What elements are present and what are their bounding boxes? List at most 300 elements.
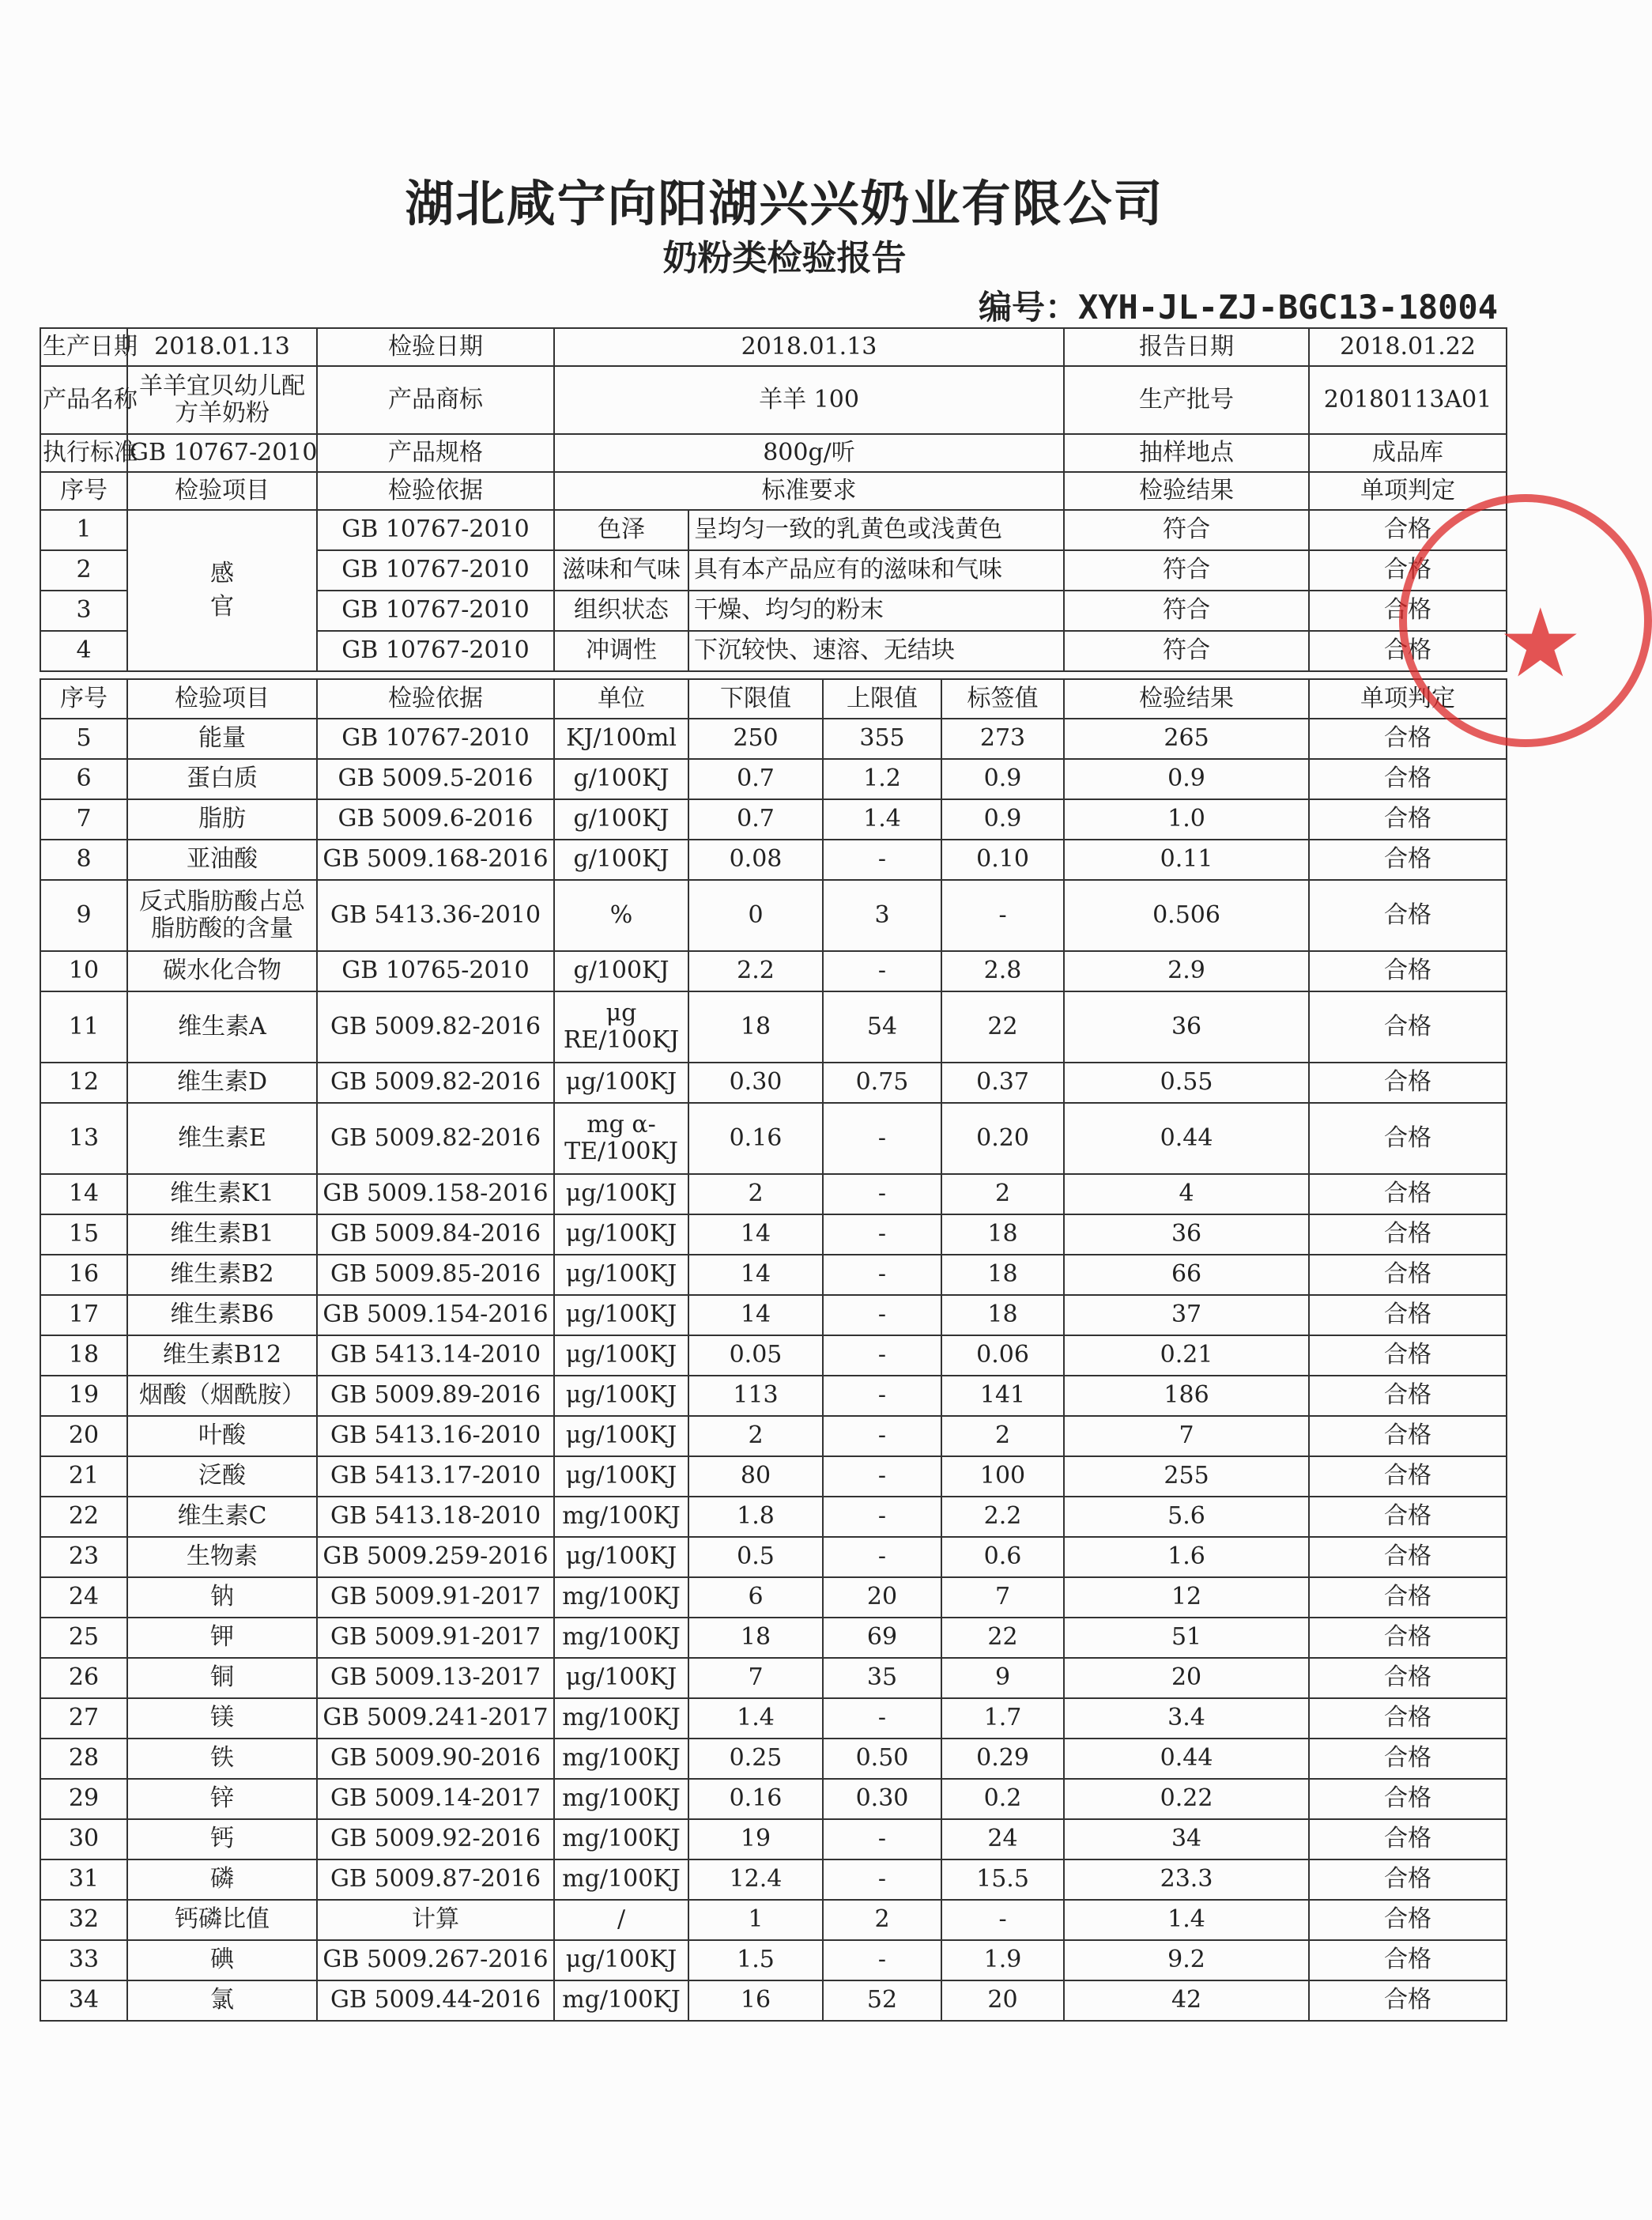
row-result: 186	[1064, 1376, 1309, 1416]
inspection-date: 2018.01.13	[554, 328, 1064, 366]
row-item: 维生素E	[127, 1103, 317, 1174]
row-no: 2	[40, 550, 127, 591]
row-no: 5	[40, 719, 127, 759]
row-label-value: 2	[941, 1416, 1064, 1456]
row-high-limit: -	[823, 1376, 941, 1416]
row-result: 0.22	[1064, 1779, 1309, 1819]
row-low-limit: 0.7	[688, 759, 823, 799]
row-judge: 合格	[1309, 1618, 1507, 1658]
row-result: 7	[1064, 1416, 1309, 1456]
row-item: 碳水化合物	[127, 951, 317, 991]
row-item: 维生素C	[127, 1497, 317, 1537]
row-high-limit: -	[823, 1295, 941, 1335]
row-high-limit: 54	[823, 991, 941, 1063]
table-row	[40, 1577, 1507, 1618]
row-judge: 合格	[1309, 1376, 1507, 1416]
table-row	[40, 1819, 1507, 1859]
row-label-value: 18	[941, 1295, 1064, 1335]
row-no: 12	[40, 1063, 127, 1103]
table-row	[40, 1063, 1507, 1103]
row-judge: 合格	[1309, 1980, 1507, 2021]
row-no: 1	[40, 510, 127, 550]
report-date: 2018.01.22	[1309, 328, 1507, 366]
table-row	[40, 719, 1507, 759]
row-item: 亚油酸	[127, 840, 317, 880]
row-label-value: 0.9	[941, 759, 1064, 799]
row-low-limit: 0.05	[688, 1335, 823, 1376]
sensory-row	[40, 510, 1507, 550]
row-result: 0.506	[1064, 880, 1309, 951]
row-judge: 合格	[1309, 1174, 1507, 1214]
row-no: 34	[40, 1980, 127, 2021]
row-judge: 合格	[1309, 1900, 1507, 1940]
header-label: 标签值	[941, 679, 1064, 719]
row-result: 1.6	[1064, 1537, 1309, 1577]
row-high-limit: -	[823, 951, 941, 991]
row-unit: mg/100KJ	[554, 1618, 688, 1658]
row-judge: 合格	[1309, 799, 1507, 840]
row-low-limit: 2.2	[688, 951, 823, 991]
row-high-limit: 35	[823, 1658, 941, 1698]
header-low: 下限值	[688, 679, 823, 719]
row-unit: KJ/100ml	[554, 719, 688, 759]
row-label-value: 1.7	[941, 1698, 1064, 1739]
row-item: 铜	[127, 1658, 317, 1698]
sensory-header-row	[40, 472, 1507, 510]
header-basis: 检验依据	[317, 679, 554, 719]
row-label-value: 22	[941, 991, 1064, 1063]
spec: 800g/听	[554, 434, 1064, 472]
row-unit: μg/100KJ	[554, 1255, 688, 1295]
row-unit: mg/100KJ	[554, 1698, 688, 1739]
row-label-value: 141	[941, 1376, 1064, 1416]
row-basis: GB 5413.14-2010	[317, 1335, 554, 1376]
row-item: 钙磷比值	[127, 1900, 317, 1940]
row-label-value: 0.37	[941, 1063, 1064, 1103]
row-basis: GB 5009.82-2016	[317, 1103, 554, 1174]
row-no: 26	[40, 1658, 127, 1698]
row-item: 维生素B6	[127, 1295, 317, 1335]
standard-label: 执行标准	[40, 434, 127, 472]
row-unit: mg/100KJ	[554, 1980, 688, 2021]
row-low-limit: 0.16	[688, 1779, 823, 1819]
info-row-3	[40, 434, 1507, 472]
row-no: 19	[40, 1376, 127, 1416]
row-result: 2.9	[1064, 951, 1309, 991]
row-result: 1.4	[1064, 1900, 1309, 1940]
row-basis: GB 5413.18-2010	[317, 1497, 554, 1537]
row-basis: GB 10767-2010	[317, 510, 554, 550]
row-judge: 合格	[1309, 719, 1507, 759]
row-low-limit: 12.4	[688, 1859, 823, 1900]
header-result: 检验结果	[1064, 679, 1309, 719]
table-row	[40, 759, 1507, 799]
header-result: 检验结果	[1064, 472, 1309, 510]
row-judge: 合格	[1309, 991, 1507, 1063]
header-judge: 单项判定	[1309, 472, 1507, 510]
row-basis: GB 10767-2010	[317, 591, 554, 631]
row-unit: μg/100KJ	[554, 1335, 688, 1376]
row-item: 烟酸（烟酰胺）	[127, 1376, 317, 1416]
row-high-limit: -	[823, 1103, 941, 1174]
table-gap	[40, 671, 1507, 679]
row-low-limit: 0.5	[688, 1537, 823, 1577]
row-low-limit: 16	[688, 1980, 823, 2021]
row-judge: 合格	[1309, 1214, 1507, 1255]
row-basis: GB 5009.14-2017	[317, 1779, 554, 1819]
row-label-value: 0.2	[941, 1779, 1064, 1819]
row-unit: mg/100KJ	[554, 1497, 688, 1537]
row-judge: 合格	[1309, 1658, 1507, 1698]
row-no: 33	[40, 1940, 127, 1980]
row-item: 维生素K1	[127, 1174, 317, 1214]
sensory-requirement: 具有本产品应有的滋味和气味	[688, 550, 1064, 591]
row-judge: 合格	[1309, 631, 1507, 671]
row-result: 0.44	[1064, 1103, 1309, 1174]
row-judge: 合格	[1309, 510, 1507, 550]
row-high-limit: -	[823, 1940, 941, 1980]
row-high-limit: -	[823, 1497, 941, 1537]
row-low-limit: 7	[688, 1658, 823, 1698]
row-judge: 合格	[1309, 1416, 1507, 1456]
row-no: 7	[40, 799, 127, 840]
row-judge: 合格	[1309, 1497, 1507, 1537]
row-high-limit: 355	[823, 719, 941, 759]
gap-cell	[40, 671, 1507, 679]
row-high-limit: 3	[823, 880, 941, 951]
row-item: 维生素D	[127, 1063, 317, 1103]
row-unit: %	[554, 880, 688, 951]
row-label-value: 22	[941, 1618, 1064, 1658]
table-row	[40, 1497, 1507, 1537]
row-unit: μg/100KJ	[554, 1416, 688, 1456]
inspection-date-label: 检验日期	[317, 328, 554, 366]
row-judge: 合格	[1309, 880, 1507, 951]
brand: 羊羊 100	[554, 366, 1064, 434]
row-unit: mg/100KJ	[554, 1779, 688, 1819]
row-low-limit: 113	[688, 1376, 823, 1416]
production-date: 2018.01.13	[127, 328, 317, 366]
row-item: 脂肪	[127, 799, 317, 840]
row-result: 12	[1064, 1577, 1309, 1618]
row-no: 4	[40, 631, 127, 671]
row-item: 钾	[127, 1618, 317, 1658]
row-low-limit: 14	[688, 1255, 823, 1295]
header-item: 检验项目	[127, 472, 317, 510]
sensory-requirement: 下沉较快、速溶、无结块	[688, 631, 1064, 671]
table-row	[40, 1335, 1507, 1376]
row-label-value: -	[941, 880, 1064, 951]
row-result: 符合	[1064, 591, 1309, 631]
row-item: 碘	[127, 1940, 317, 1980]
row-unit: g/100KJ	[554, 951, 688, 991]
row-unit: μg/100KJ	[554, 1456, 688, 1497]
row-unit: μg/100KJ	[554, 1174, 688, 1214]
row-label-value: 20	[941, 1980, 1064, 2021]
row-basis: GB 10767-2010	[317, 719, 554, 759]
row-basis: GB 5009.267-2016	[317, 1940, 554, 1980]
company-name: 湖北咸宁向阳湖兴兴奶业有限公司	[405, 175, 1164, 232]
row-label-value: 18	[941, 1255, 1064, 1295]
row-judge: 合格	[1309, 550, 1507, 591]
row-item: 氯	[127, 1980, 317, 2021]
row-basis: GB 5009.154-2016	[317, 1295, 554, 1335]
header-basis: 检验依据	[317, 472, 554, 510]
row-no: 17	[40, 1295, 127, 1335]
row-low-limit: 2	[688, 1174, 823, 1214]
row-result: 255	[1064, 1456, 1309, 1497]
row-unit: μg/100KJ	[554, 1537, 688, 1577]
sensory-requirement: 干燥、均匀的粉末	[688, 591, 1064, 631]
row-judge: 合格	[1309, 1577, 1507, 1618]
row-item: 维生素B12	[127, 1335, 317, 1376]
row-item: 反式脂肪酸占总脂肪酸的含量	[127, 880, 317, 951]
sensory-attribute: 冲调性	[554, 631, 688, 671]
row-basis: GB 5009.89-2016	[317, 1376, 554, 1416]
row-item: 维生素B1	[127, 1214, 317, 1255]
report-date-label: 报告日期	[1064, 328, 1309, 366]
row-result: 34	[1064, 1819, 1309, 1859]
standard: GB 10767-2010	[127, 434, 317, 472]
row-judge: 合格	[1309, 951, 1507, 991]
row-result: 23.3	[1064, 1859, 1309, 1900]
header-item: 检验项目	[127, 679, 317, 719]
table-row	[40, 1980, 1507, 2021]
batch-label: 生产批号	[1064, 366, 1309, 434]
row-low-limit: 0.16	[688, 1103, 823, 1174]
row-result: 4	[1064, 1174, 1309, 1214]
table-row	[40, 1658, 1507, 1698]
row-high-limit: 0.75	[823, 1063, 941, 1103]
row-no: 32	[40, 1900, 127, 1940]
table-row	[40, 840, 1507, 880]
row-no: 3	[40, 591, 127, 631]
table-row	[40, 1456, 1507, 1497]
row-no: 13	[40, 1103, 127, 1174]
table-row	[40, 1618, 1507, 1658]
row-basis: GB 5009.241-2017	[317, 1698, 554, 1739]
row-low-limit: 1.5	[688, 1940, 823, 1980]
row-result: 42	[1064, 1980, 1309, 2021]
row-judge: 合格	[1309, 1859, 1507, 1900]
row-result: 36	[1064, 991, 1309, 1063]
row-basis: GB 5009.13-2017	[317, 1658, 554, 1698]
row-basis: GB 5009.44-2016	[317, 1980, 554, 2021]
row-judge: 合格	[1309, 1255, 1507, 1295]
row-no: 21	[40, 1456, 127, 1497]
row-low-limit: 0.30	[688, 1063, 823, 1103]
main-header-row	[40, 679, 1507, 719]
row-result: 5.6	[1064, 1497, 1309, 1537]
row-low-limit: 1.4	[688, 1698, 823, 1739]
row-item: 维生素B2	[127, 1255, 317, 1295]
table-row	[40, 1698, 1507, 1739]
header-high: 上限值	[823, 679, 941, 719]
row-no: 18	[40, 1335, 127, 1376]
row-basis: GB 5009.158-2016	[317, 1174, 554, 1214]
row-label-value: 0.9	[941, 799, 1064, 840]
row-high-limit: 69	[823, 1618, 941, 1658]
row-no: 23	[40, 1537, 127, 1577]
row-high-limit: -	[823, 1859, 941, 1900]
row-unit: mg/100KJ	[554, 1819, 688, 1859]
row-item: 钠	[127, 1577, 317, 1618]
row-low-limit: 6	[688, 1577, 823, 1618]
row-no: 22	[40, 1497, 127, 1537]
row-high-limit: -	[823, 1214, 941, 1255]
row-judge: 合格	[1309, 1537, 1507, 1577]
header-requirement: 标准要求	[554, 472, 1064, 510]
row-result: 0.11	[1064, 840, 1309, 880]
row-low-limit: 0.25	[688, 1739, 823, 1779]
row-low-limit: 250	[688, 719, 823, 759]
row-basis: GB 5009.259-2016	[317, 1537, 554, 1577]
row-judge: 合格	[1309, 1335, 1507, 1376]
row-unit: μg/100KJ	[554, 1658, 688, 1698]
table-row	[40, 1859, 1507, 1900]
row-result: 36	[1064, 1214, 1309, 1255]
row-basis: GB 5009.5-2016	[317, 759, 554, 799]
row-item: 泛酸	[127, 1456, 317, 1497]
header-no: 序号	[40, 472, 127, 510]
row-low-limit: 0.7	[688, 799, 823, 840]
row-result: 符合	[1064, 510, 1309, 550]
row-low-limit: 18	[688, 1618, 823, 1658]
row-basis: 计算	[317, 1900, 554, 1940]
product-name: 羊羊宜贝幼儿配方羊奶粉	[127, 366, 317, 434]
row-basis: GB 5009.85-2016	[317, 1255, 554, 1295]
row-low-limit: 2	[688, 1416, 823, 1456]
table-row	[40, 1739, 1507, 1779]
row-unit: μg/100KJ	[554, 1940, 688, 1980]
row-basis: GB 5009.91-2017	[317, 1618, 554, 1658]
row-basis: GB 5413.36-2010	[317, 880, 554, 951]
row-result: 20	[1064, 1658, 1309, 1698]
row-basis: GB 5009.168-2016	[317, 840, 554, 880]
row-result: 3.4	[1064, 1698, 1309, 1739]
table-row	[40, 1416, 1507, 1456]
row-judge: 合格	[1309, 1295, 1507, 1335]
row-basis: GB 5009.87-2016	[317, 1859, 554, 1900]
sensory-requirement: 呈均匀一致的乳黄色或浅黄色	[688, 510, 1064, 550]
sampling-location: 成品库	[1309, 434, 1507, 472]
row-high-limit: -	[823, 1335, 941, 1376]
row-basis: GB 5009.90-2016	[317, 1739, 554, 1779]
row-result: 51	[1064, 1618, 1309, 1658]
row-basis: GB 5009.6-2016	[317, 799, 554, 840]
row-item: 生物素	[127, 1537, 317, 1577]
row-no: 24	[40, 1577, 127, 1618]
row-result: 0.21	[1064, 1335, 1309, 1376]
row-basis: GB 5413.17-2010	[317, 1456, 554, 1497]
row-result: 0.9	[1064, 759, 1309, 799]
row-high-limit: 1.2	[823, 759, 941, 799]
row-basis: GB 10765-2010	[317, 951, 554, 991]
row-low-limit: 1.8	[688, 1497, 823, 1537]
row-high-limit: -	[823, 1416, 941, 1456]
row-low-limit: 14	[688, 1295, 823, 1335]
batch-number: 20180113A01	[1309, 366, 1507, 434]
row-no: 27	[40, 1698, 127, 1739]
row-result: 0.44	[1064, 1739, 1309, 1779]
sensory-attribute: 组织状态	[554, 591, 688, 631]
row-label-value: -	[941, 1900, 1064, 1940]
seal-star-icon: ★	[1498, 589, 1583, 699]
table-row	[40, 1900, 1507, 1940]
row-item: 磷	[127, 1859, 317, 1900]
row-unit: μg RE/100KJ	[554, 991, 688, 1063]
report-title: 奶粉类检验报告	[662, 238, 907, 278]
row-label-value: 0.06	[941, 1335, 1064, 1376]
table-row	[40, 951, 1507, 991]
row-judge: 合格	[1309, 1456, 1507, 1497]
row-result: 符合	[1064, 550, 1309, 591]
row-no: 29	[40, 1779, 127, 1819]
row-no: 10	[40, 951, 127, 991]
row-judge: 合格	[1309, 1698, 1507, 1739]
row-item: 维生素A	[127, 991, 317, 1063]
row-no: 20	[40, 1416, 127, 1456]
row-label-value: 0.10	[941, 840, 1064, 880]
row-high-limit: -	[823, 1819, 941, 1859]
row-label-value: 9	[941, 1658, 1064, 1698]
row-result: 1.0	[1064, 799, 1309, 840]
row-high-limit: -	[823, 1537, 941, 1577]
row-high-limit: -	[823, 1174, 941, 1214]
row-unit: mg/100KJ	[554, 1859, 688, 1900]
table-row	[40, 1255, 1507, 1295]
row-label-value: 2	[941, 1174, 1064, 1214]
row-high-limit: -	[823, 1456, 941, 1497]
row-judge: 合格	[1309, 1063, 1507, 1103]
row-label-value: 273	[941, 719, 1064, 759]
row-label-value: 0.6	[941, 1537, 1064, 1577]
row-basis: GB 5413.16-2010	[317, 1416, 554, 1456]
row-unit: g/100KJ	[554, 840, 688, 880]
sensory-attribute: 色泽	[554, 510, 688, 550]
row-item: 钙	[127, 1819, 317, 1859]
row-high-limit: -	[823, 1255, 941, 1295]
row-no: 8	[40, 840, 127, 880]
row-label-value: 15.5	[941, 1859, 1064, 1900]
spec-label: 产品规格	[317, 434, 554, 472]
row-label-value: 24	[941, 1819, 1064, 1859]
row-result: 0.55	[1064, 1063, 1309, 1103]
row-low-limit: 18	[688, 991, 823, 1063]
row-no: 15	[40, 1214, 127, 1255]
row-unit: μg/100KJ	[554, 1295, 688, 1335]
production-date-label: 生产日期	[40, 328, 127, 366]
inspection-table	[40, 327, 1507, 2022]
row-low-limit: 19	[688, 1819, 823, 1859]
row-item: 铁	[127, 1739, 317, 1779]
table-row	[40, 1214, 1507, 1255]
row-low-limit: 80	[688, 1456, 823, 1497]
row-no: 31	[40, 1859, 127, 1900]
row-label-value: 0.29	[941, 1739, 1064, 1779]
row-label-value: 2.2	[941, 1497, 1064, 1537]
table-row	[40, 880, 1507, 951]
sensory-group: 感官	[127, 510, 317, 671]
table-row	[40, 1779, 1507, 1819]
row-unit: mg α-TE/100KJ	[554, 1103, 688, 1174]
info-row-2	[40, 366, 1507, 434]
row-result: 66	[1064, 1255, 1309, 1295]
row-item: 叶酸	[127, 1416, 317, 1456]
row-label-value: 100	[941, 1456, 1064, 1497]
row-item: 锌	[127, 1779, 317, 1819]
table-row	[40, 1940, 1507, 1980]
